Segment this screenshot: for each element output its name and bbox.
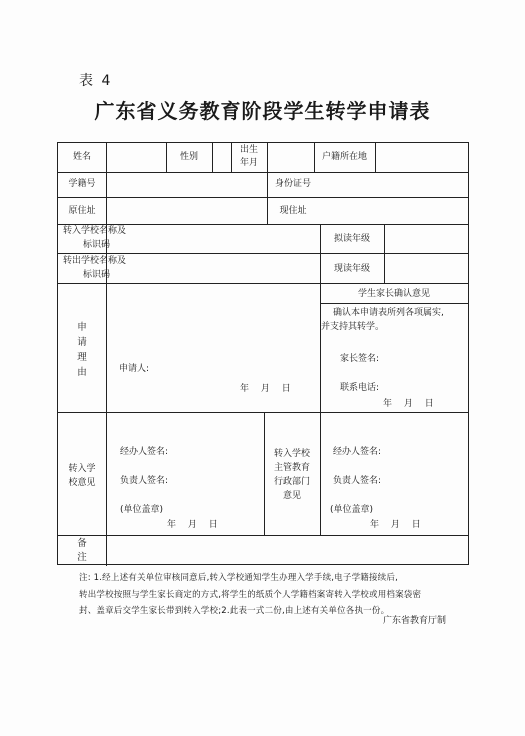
form-number: 表 4 [79, 73, 113, 89]
applicant-label: 申请人: [119, 364, 150, 374]
notes-line1: 注: 1.经上述有关单位审核同意后,转入学校通知学生办理入学手续,电子学籍接续后, [79, 573, 398, 583]
label-in-school-line2: 标识码 [83, 240, 111, 250]
notes-line2: 转出学校按照与学生家长商定的方式,将学生的纸质个人学籍档案寄转入学校或用档案袋密 [79, 589, 422, 600]
reason-label-char: 申 [77, 322, 87, 333]
current-address-input[interactable] [320, 198, 468, 224]
label-original-address: 原住址 [68, 206, 96, 216]
current-grade-input[interactable] [385, 254, 468, 283]
id-no-input[interactable] [320, 173, 468, 197]
label-student-no: 学籍号 [68, 179, 96, 189]
notes-line3: 封、盖章后交学生家长带到转入学校;2.此表一式二份,由上述有关单位各执一份。 [79, 606, 390, 616]
authority-label-line: 行政部门 [273, 477, 310, 487]
in-school-input[interactable] [167, 225, 320, 253]
label-name: 姓名 [72, 152, 91, 162]
in-school-opinion-label-line2: 校意见 [68, 478, 96, 488]
in-school-seal-label: (单位盖章) [120, 505, 164, 515]
name-input[interactable] [107, 144, 166, 172]
original-address-input[interactable] [107, 198, 267, 224]
authority-label-line: 意见 [282, 491, 301, 501]
out-school-input[interactable] [167, 254, 320, 283]
birth-input[interactable] [268, 144, 314, 172]
label-out-school-line2: 标识码 [83, 270, 111, 280]
authority-handler-label: 经办人签名: [333, 447, 382, 457]
label-in-school-line1: 转入学校名称及 [63, 226, 127, 236]
issuer: 广东省教育厅制 [382, 616, 446, 626]
student-no-input[interactable] [107, 173, 267, 197]
reason-label-char: 由 [77, 367, 87, 378]
label-birth-line1: 出生 [239, 145, 258, 155]
label-id-no: 身份证号 [274, 179, 311, 189]
planned-grade-input[interactable] [385, 225, 468, 253]
label-planned-grade: 拟读年级 [333, 234, 370, 244]
label-current-address: 现住址 [279, 206, 307, 216]
parent-sign-label: 家长签名: [340, 354, 380, 364]
reason-label-char: 理 [77, 352, 87, 363]
remarks-label-char: 备 [77, 538, 87, 549]
in-school-date: 年 月 日 [167, 520, 218, 530]
in-school-principal-label: 负责人签名: [120, 476, 169, 486]
remarks-input[interactable] [107, 536, 468, 565]
parent-section-header: 学生家长确认意见 [357, 289, 430, 299]
reason-date: 年 月 日 [240, 384, 291, 394]
label-gender: 性别 [179, 152, 198, 162]
application-table [57, 142, 469, 565]
authority-principal-label: 负责人签名: [333, 476, 382, 486]
authority-seal-label: (单位盖章) [330, 505, 374, 515]
authority-label-line: 主管教育 [273, 463, 310, 473]
parent-confirm-line2: 并支持其转学。 [321, 322, 385, 332]
parent-phone-label: 联系电话: [340, 383, 380, 393]
in-school-opinion-label-line1: 转入学 [68, 464, 96, 474]
hukou-input[interactable] [376, 144, 468, 172]
gender-input[interactable] [213, 144, 231, 172]
reason-label-char: 请 [77, 337, 87, 348]
remarks-label-char: 注 [77, 552, 87, 563]
label-current-grade: 现读年级 [333, 264, 370, 274]
in-school-handler-label: 经办人签名: [120, 447, 169, 457]
parent-confirm-line1: 确认本申请表所列各项属实, [333, 308, 444, 318]
label-hukou: 户籍所在地 [321, 152, 367, 162]
authority-label-line: 转入学校 [273, 449, 310, 459]
label-birth-line2: 年月 [239, 158, 258, 168]
parent-date: 年 月 日 [383, 399, 434, 409]
authority-date: 年 月 日 [370, 520, 421, 530]
label-out-school-line1: 转出学校名称及 [63, 256, 127, 266]
form-title: 广东省义务教育阶段学生转学申请表 [94, 99, 431, 123]
